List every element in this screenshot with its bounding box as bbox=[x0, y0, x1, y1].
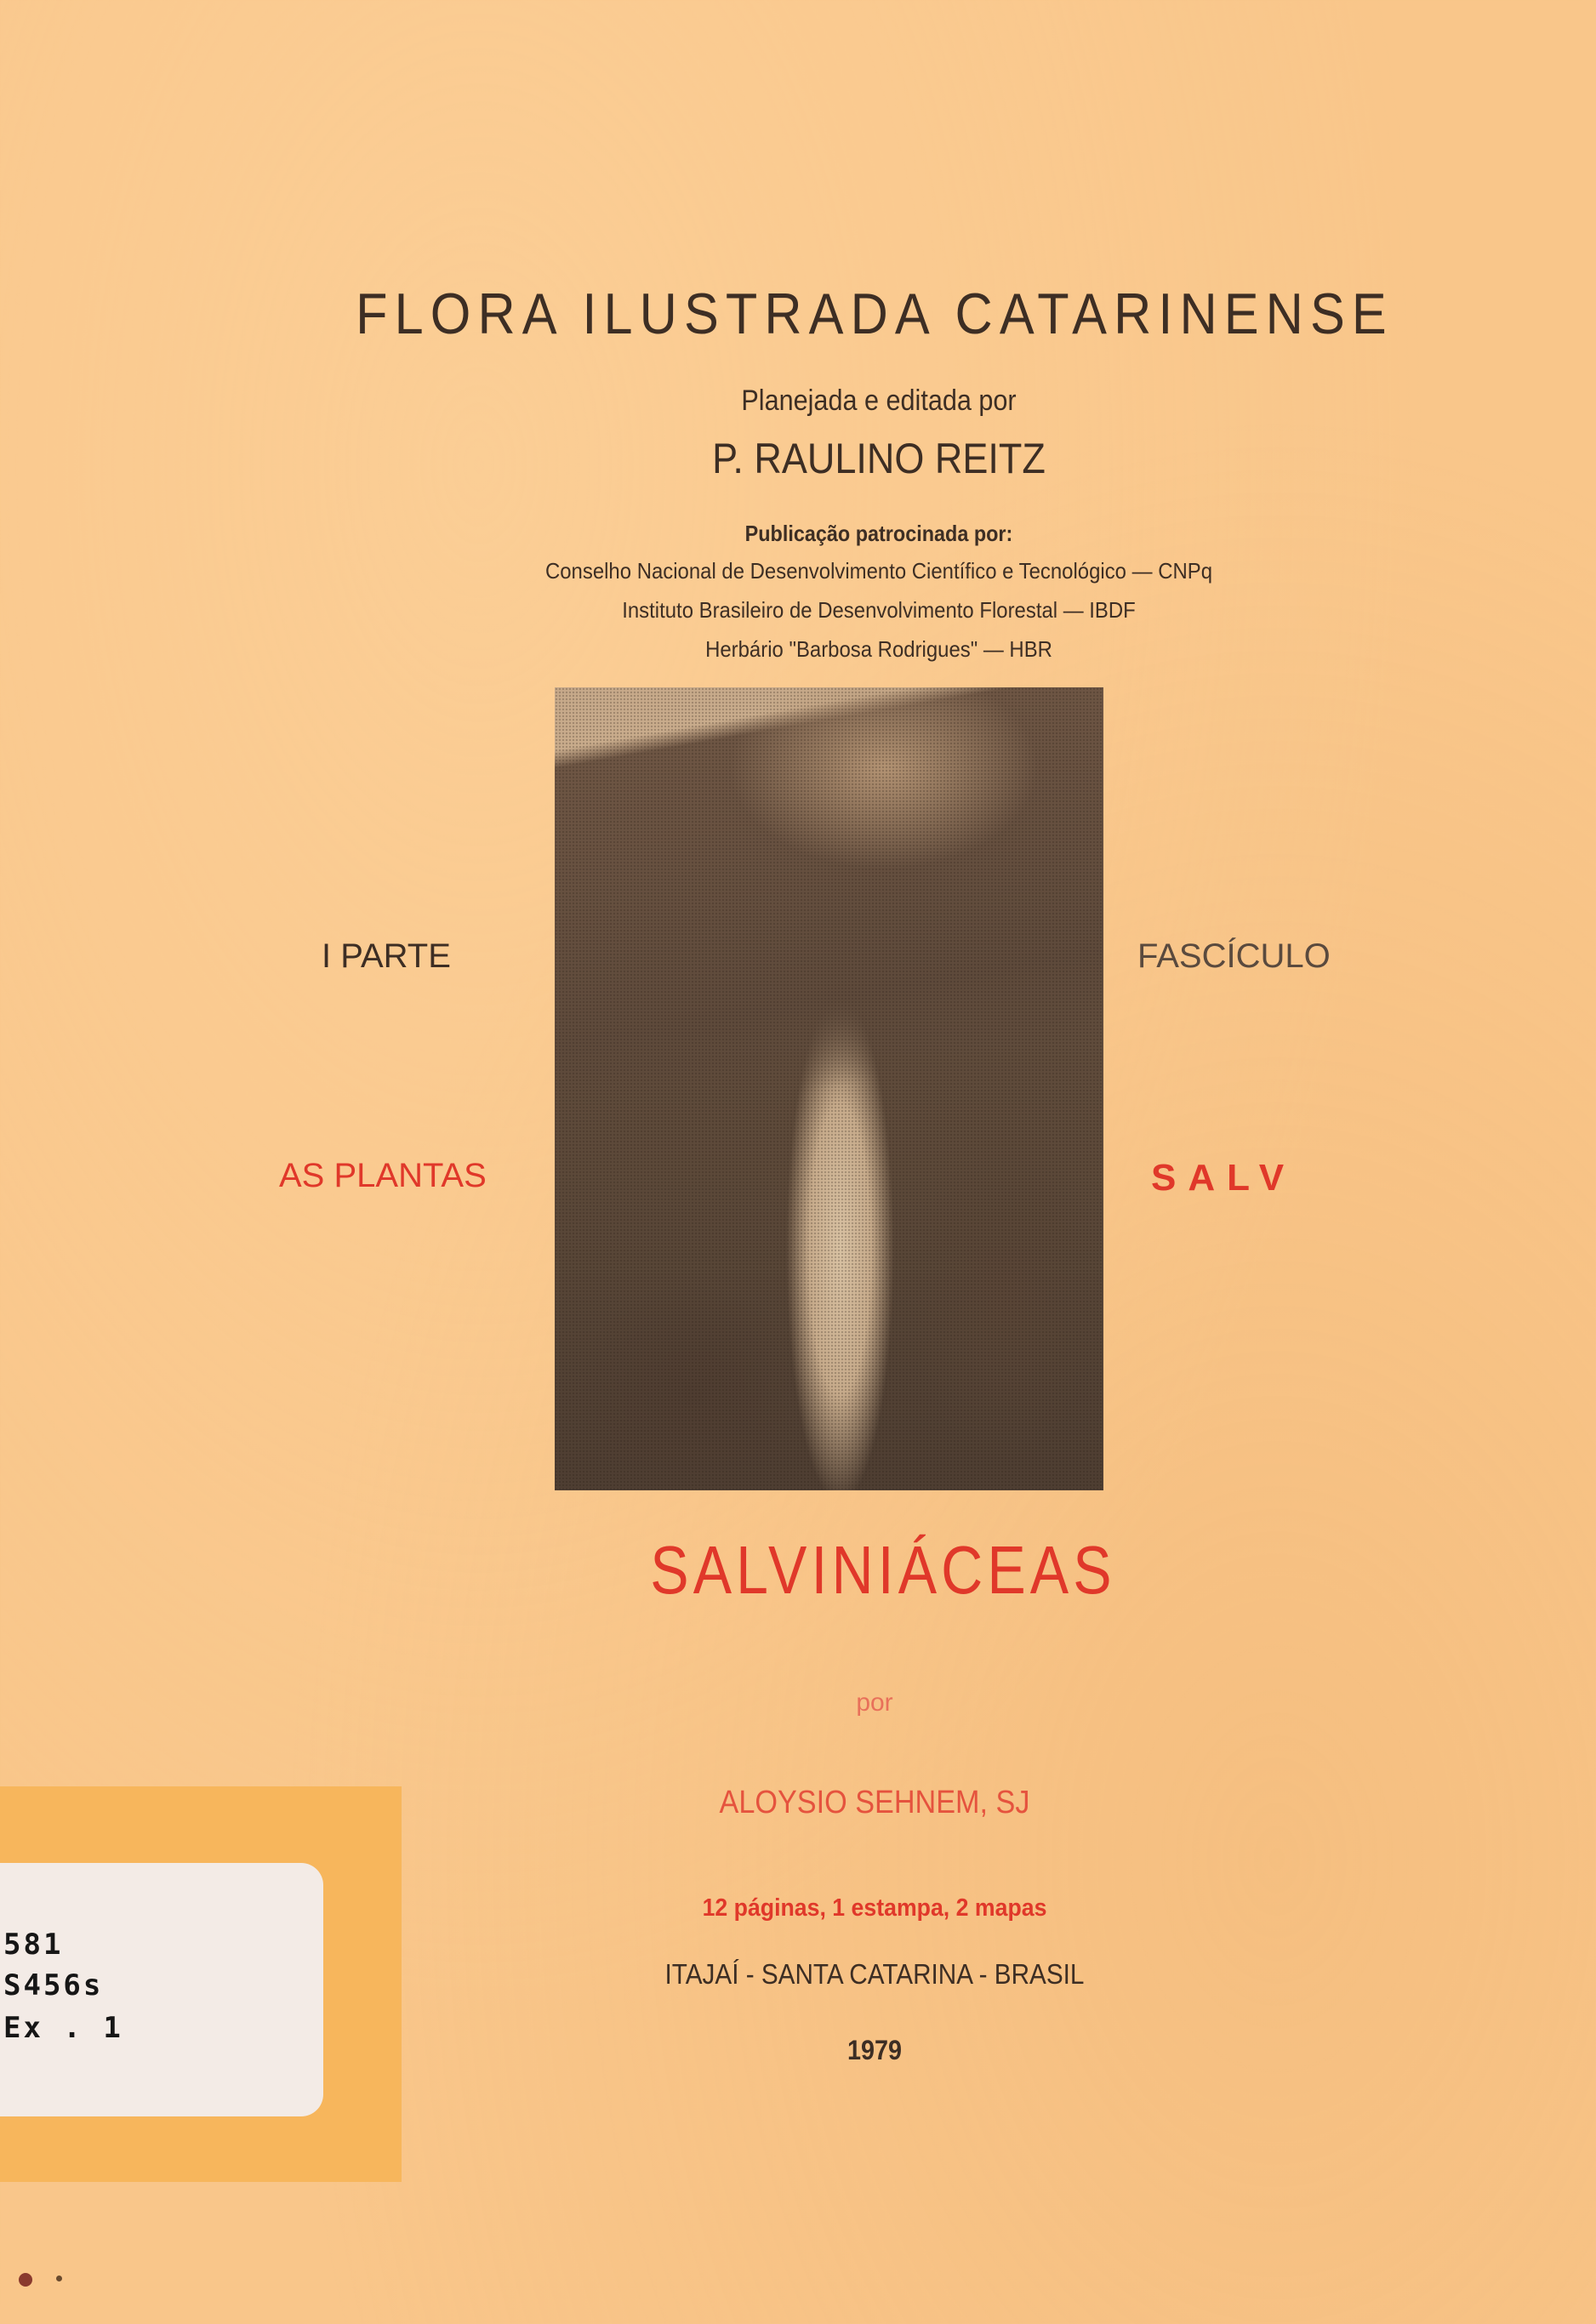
publication-year: 1979 bbox=[846, 2035, 903, 2065]
stain-mark bbox=[19, 2273, 32, 2287]
sponsor-cnpq: Conselho Nacional de Desenvolvimento Científico e Tecnológico — CNPq bbox=[544, 558, 1213, 584]
publication-location: ITAJAÍ - SANTA CATARINA - BRASIL bbox=[664, 1958, 1085, 1990]
main-title: SALVINIÁCEAS bbox=[650, 1532, 1116, 1608]
call-number-class: 581 bbox=[3, 1928, 64, 1962]
editor-name: P. RAULINO REITZ bbox=[712, 435, 1046, 482]
sponsor-hbr: Herbário "Barbosa Rodrigues" — HBR bbox=[705, 636, 1052, 662]
fascicle-value: SALV bbox=[1151, 1157, 1297, 1199]
sponsor-ibdf: Instituto Brasileiro de Desenvolvimento Florestal — IBDF bbox=[622, 597, 1136, 623]
author-name: ALOYSIO SEHNEM, SJ bbox=[719, 1785, 1030, 1820]
part-value: AS PLANTAS bbox=[279, 1157, 487, 1194]
call-number-copy: Ex . 1 bbox=[3, 2011, 123, 2045]
part-label: I PARTE bbox=[322, 937, 451, 975]
pages-info: 12 páginas, 1 estampa, 2 mapas bbox=[702, 1894, 1047, 1922]
library-call-number-label bbox=[0, 1863, 323, 2116]
series-title: FLORA ILUSTRADA CATARINENSE bbox=[356, 282, 1394, 346]
stain-mark bbox=[56, 2276, 62, 2281]
cover-photo bbox=[555, 687, 1103, 1490]
fascicle-label: FASCÍCULO bbox=[1137, 937, 1331, 975]
by-label: por bbox=[856, 1689, 893, 1717]
call-number-cutter: S456s bbox=[3, 1968, 104, 2002]
planned-by-label: Planejada e editada por bbox=[741, 384, 1017, 417]
sponsored-by-label: Publicação patrocinada por: bbox=[744, 521, 1013, 546]
